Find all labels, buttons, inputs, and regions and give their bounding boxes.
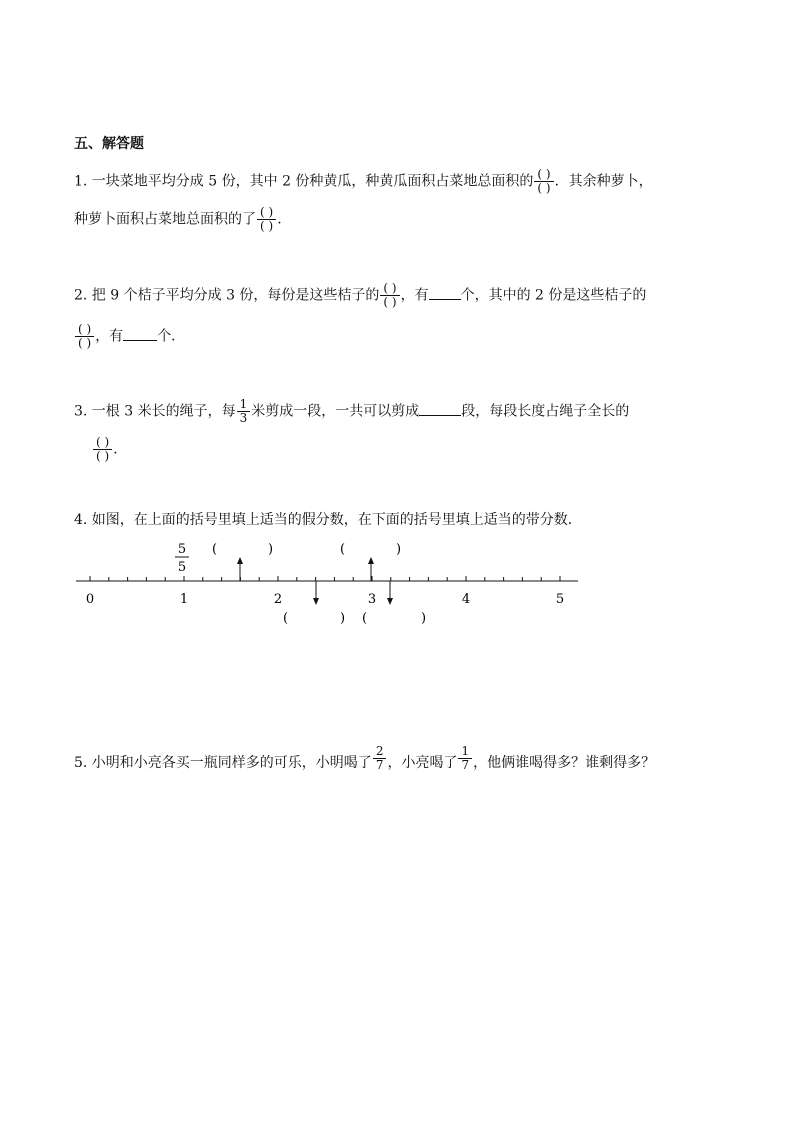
upper-paren-2-open[interactable]: ( <box>340 542 346 557</box>
q3-text-b: 米剪成一段，一共可以剪成 <box>251 403 420 420</box>
number-line-label-1: 1 <box>179 592 189 607</box>
q2-line2 <box>74 323 185 350</box>
q5-text-a: 5. 小明和小亮各买一瓶同样多的可乐，小明喝了 <box>74 755 372 771</box>
up-arrow-1-head <box>237 557 243 564</box>
q2-answer-fraction-1[interactable]: $\frac{( )}{( )}$ <box>380 282 399 309</box>
q2-line1 <box>74 282 646 309</box>
section-title: 五、解答题 <box>74 136 144 152</box>
q4-text: 4. 如图，在上面的括号里填上适当的假分数，在下面的括号里填上适当的带分数． <box>74 512 582 528</box>
upper-paren-1-close[interactable]: ) <box>268 542 274 557</box>
q2-text-e: 个． <box>157 328 186 345</box>
q5-line <box>74 745 655 772</box>
given-fraction-num: 5 <box>177 542 187 557</box>
q2-text-a: 2. 把 9 个桔子平均分成 3 份，每份是这些桔子的 <box>74 287 380 304</box>
upper-paren-1-open[interactable]: ( <box>212 542 218 557</box>
q1-line1 <box>74 168 653 195</box>
lower-paren-1-close[interactable]: ) <box>340 611 346 626</box>
q3-text-c: 段，每段长度占绳子全长的 <box>461 403 630 420</box>
q2-text-b: ，有 <box>400 287 429 304</box>
q2-blank-1[interactable] <box>429 289 461 300</box>
number-line-labels <box>86 592 564 607</box>
number-line-ticks <box>90 576 560 581</box>
q1-text-d: ． <box>277 211 292 228</box>
number-line-label-5: 5 <box>555 592 565 607</box>
lower-paren-2-open[interactable]: ( <box>362 611 368 626</box>
number-line-figure <box>0 535 794 635</box>
q2-blank-2[interactable] <box>123 330 157 341</box>
q1-text-b: ．其余种萝卜， <box>554 173 653 190</box>
number-line-label-4: 4 <box>461 592 471 607</box>
q3-blank[interactable] <box>419 405 461 416</box>
q5-text-b: ，小亮喝了 <box>387 755 458 771</box>
upper-paren-2-close[interactable]: ) <box>396 542 402 557</box>
q3-line1 <box>74 398 629 425</box>
lower-paren-2-close[interactable]: ) <box>421 611 427 626</box>
q2-text-d: ，有 <box>95 328 124 345</box>
q1-text-a: 1. 一块菜地平均分成 5 份，其中 2 份种黄瓜，种黄瓜面积占菜地总面积的 <box>74 173 534 190</box>
q3-line2 <box>92 436 127 463</box>
q5-text-c: ，他俩谁喝得多？谁剩得多？ <box>473 755 656 771</box>
q3-text-a: 3. 一根 3 米长的绳子，每 <box>74 403 236 420</box>
number-line-label-3: 3 <box>367 592 377 607</box>
up-arrow-2-head <box>368 557 374 564</box>
q3-given-fraction: $\frac{1}{3}$ <box>237 398 251 425</box>
lower-paren-1-open[interactable]: ( <box>283 611 289 626</box>
q3-text-d: ． <box>113 441 128 458</box>
given-fraction-den: 5 <box>177 560 187 575</box>
q1-text-c: 种萝卜面积占菜地总面积的了 <box>74 211 256 228</box>
q5-fraction-2: $\frac{1}{7}$ <box>458 745 472 772</box>
q1-line2 <box>74 206 291 233</box>
q2-text-c: 个，其中的 2 份是这些桔子的 <box>460 287 647 304</box>
down-arrow-1-head <box>313 598 319 605</box>
number-line-label-0: 0 <box>85 592 95 607</box>
down-arrow-2-head <box>387 598 393 605</box>
q2-answer-fraction-2[interactable]: $\frac{( )}{( )}$ <box>75 323 94 350</box>
q1-answer-fraction-1[interactable]: $\frac{( )}{( )}$ <box>534 168 553 195</box>
q1-answer-fraction-2[interactable]: $\frac{( )}{( )}$ <box>257 206 276 233</box>
q5-fraction-1: $\frac{2}{7}$ <box>373 745 387 772</box>
q3-answer-fraction[interactable]: $\frac{( )}{( )}$ <box>93 436 112 463</box>
number-line-label-2: 2 <box>273 592 283 607</box>
